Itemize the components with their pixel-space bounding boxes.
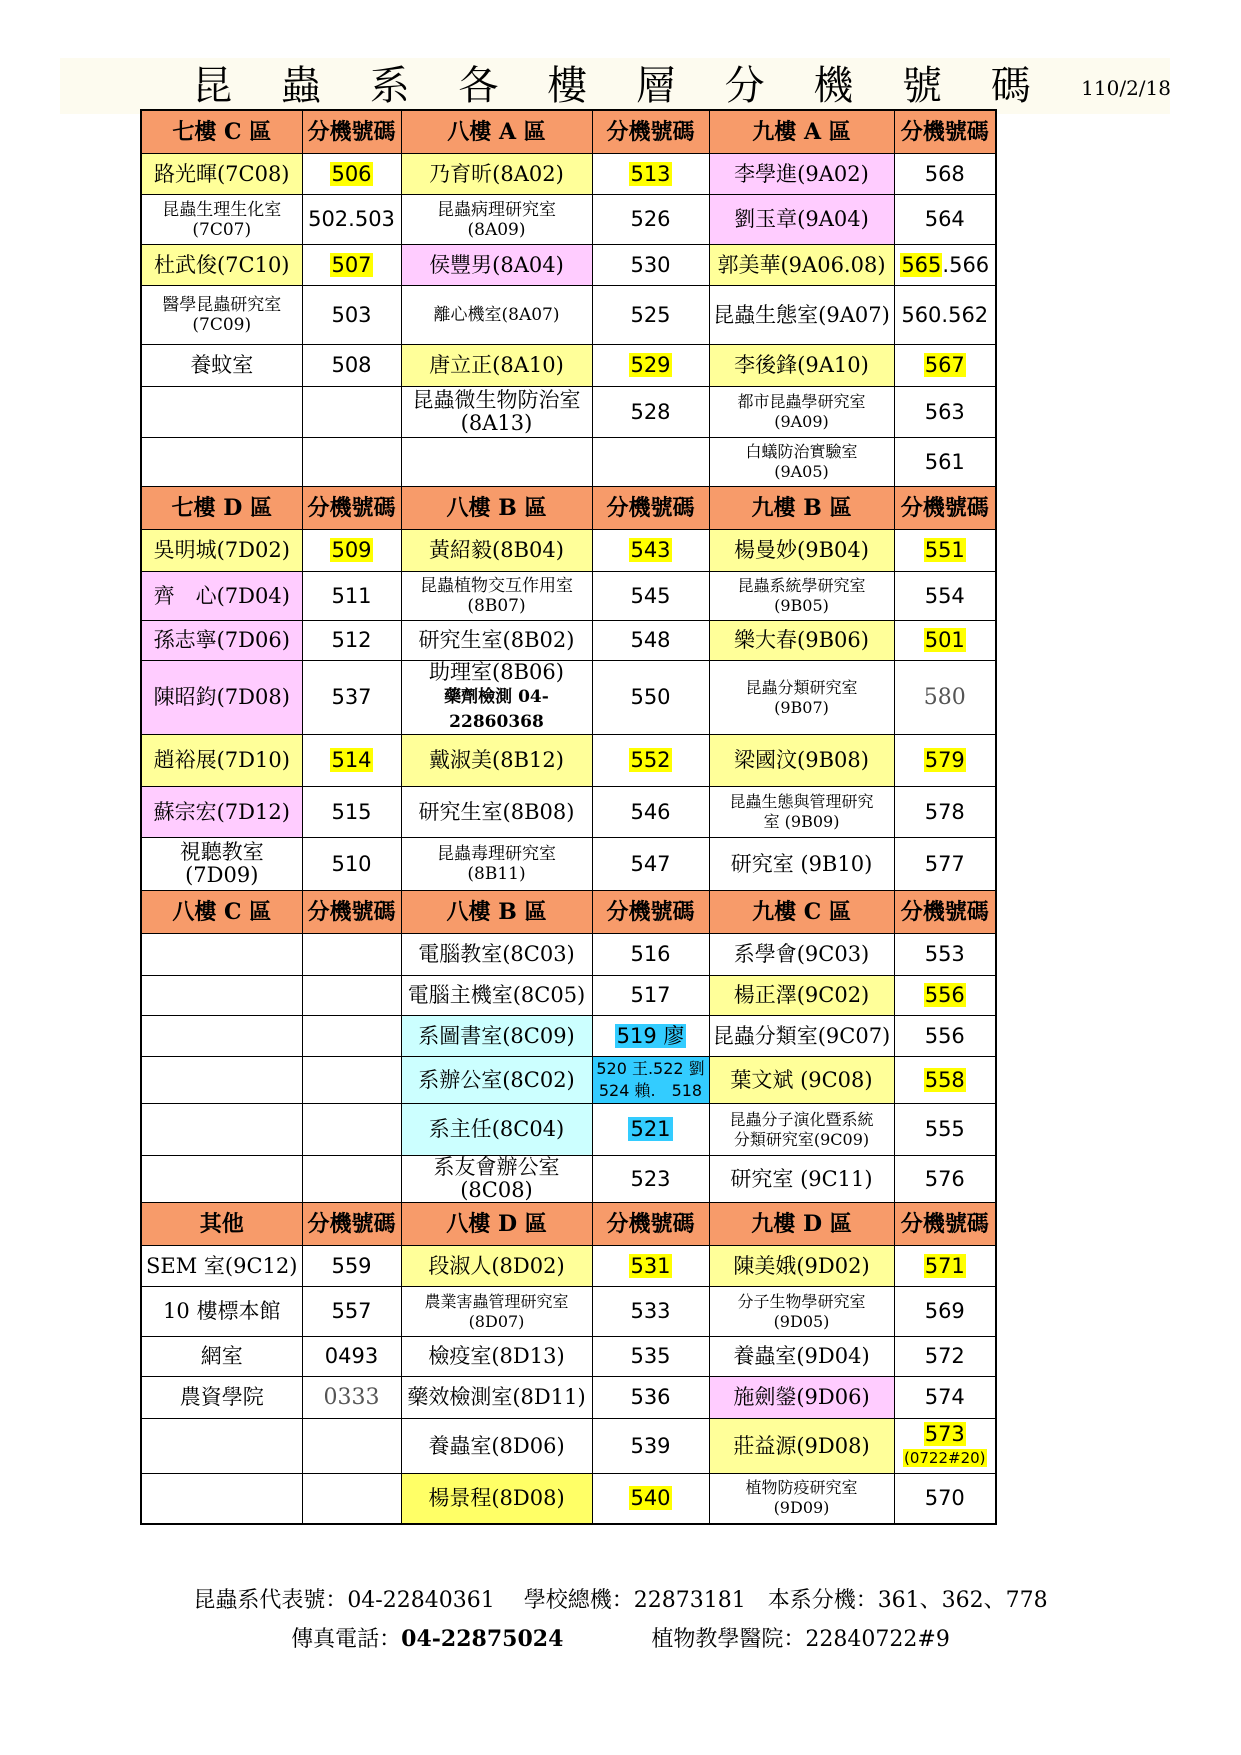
table-row bbox=[141, 787, 996, 838]
room-name: 電腦主機室(8C05) bbox=[401, 976, 592, 1016]
zone-header: 其他 bbox=[141, 1203, 302, 1246]
room-name: SEM 室(9C12) bbox=[141, 1246, 302, 1287]
extension bbox=[894, 976, 996, 1016]
room-name-line2: (8A09) bbox=[467, 219, 526, 240]
extension bbox=[592, 1104, 709, 1156]
room-name-line1: 昆蟲分類研究室 bbox=[745, 677, 858, 697]
extension bbox=[894, 735, 996, 787]
room-name: 黃紹毅(8B04) bbox=[401, 530, 592, 572]
room-name-line1: 都市昆蟲學研究室 bbox=[737, 392, 866, 411]
room-name-line1: 醫學昆蟲研究室 bbox=[162, 295, 282, 315]
extension-value-extra: .566 bbox=[942, 252, 990, 277]
extension bbox=[592, 735, 709, 787]
room-name: 路光暉(7C08) bbox=[141, 154, 302, 195]
extension-header: 分機號碼 bbox=[302, 1203, 401, 1246]
room-name bbox=[401, 387, 592, 438]
extension-value: 529 bbox=[630, 353, 671, 377]
room-name bbox=[709, 1474, 894, 1524]
empty-cell bbox=[302, 1474, 401, 1524]
room-name-line2: 分類研究室(9C09) bbox=[733, 1129, 870, 1149]
room-name-line2: (8A13) bbox=[460, 411, 533, 435]
table-row bbox=[141, 934, 996, 976]
room-name: 檢疫室(8D13) bbox=[401, 1337, 592, 1377]
extension-value: 557 bbox=[302, 1287, 401, 1337]
extension-value: 519 廖 bbox=[616, 1023, 685, 1048]
extension-value: 531 bbox=[630, 1253, 671, 1278]
empty-cell bbox=[302, 976, 401, 1016]
extension-header: 分機號碼 bbox=[894, 891, 996, 934]
room-name-line2: (8B11) bbox=[467, 864, 526, 884]
table-row bbox=[141, 1377, 996, 1419]
extension-value: 573 bbox=[924, 1422, 965, 1446]
fax-number: 04-22875024 bbox=[401, 1626, 564, 1652]
room-name: 莊益源(9D08) bbox=[709, 1419, 894, 1474]
extension-note: (0722#20) bbox=[903, 1449, 986, 1467]
extension bbox=[592, 345, 709, 387]
extension-value: 537 bbox=[302, 661, 401, 735]
footer-line2 bbox=[0, 1622, 1241, 1653]
section-header-row bbox=[141, 110, 996, 154]
room-name bbox=[141, 195, 302, 245]
extension-value: 545 bbox=[592, 572, 709, 621]
extension-header: 分機號碼 bbox=[302, 891, 401, 934]
empty-cell bbox=[141, 934, 302, 976]
extension-value: 569 bbox=[894, 1287, 996, 1337]
extension-value: 547 bbox=[592, 838, 709, 891]
extension-value: 555 bbox=[894, 1104, 996, 1156]
room-name bbox=[709, 387, 894, 438]
room-name: 侯豐男(8A04) bbox=[401, 245, 592, 286]
empty-cell bbox=[141, 1104, 302, 1156]
extension-value: 530 bbox=[592, 245, 709, 286]
extension-value: 503 bbox=[302, 286, 401, 345]
table-row bbox=[141, 661, 996, 735]
room-name: 蘇宗宏(7D12) bbox=[141, 787, 302, 838]
room-name-line1: 昆蟲分子演化暨系統 bbox=[729, 1109, 874, 1129]
zone-header: 八樓 A 區 bbox=[401, 110, 592, 154]
extension-header: 分機號碼 bbox=[894, 487, 996, 530]
room-name-line2: (7C07) bbox=[192, 219, 252, 240]
extension-value: 551 bbox=[924, 538, 965, 562]
extension-value: 513 bbox=[630, 161, 671, 186]
empty-cell bbox=[141, 1156, 302, 1203]
room-name bbox=[401, 1287, 592, 1337]
extension-header: 分機號碼 bbox=[302, 110, 401, 154]
extension-line2: 524 賴. 518 bbox=[598, 1081, 703, 1100]
table-row bbox=[141, 345, 996, 387]
room-name bbox=[709, 787, 894, 838]
empty-cell bbox=[141, 976, 302, 1016]
table-row bbox=[141, 1246, 996, 1287]
extension-value: 570 bbox=[894, 1474, 996, 1524]
room-name: 吳明城(7D02) bbox=[141, 530, 302, 572]
extension-header: 分機號碼 bbox=[592, 487, 709, 530]
table-row bbox=[141, 438, 996, 487]
room-name: 系辦公室(8C02) bbox=[401, 1057, 592, 1104]
footer-spacer bbox=[563, 1627, 651, 1652]
empty-cell bbox=[302, 1016, 401, 1057]
zone-header: 七樓 C 區 bbox=[141, 110, 302, 154]
extension bbox=[302, 154, 401, 195]
room-name-line2: 藥劑檢測 04-22860368 bbox=[444, 687, 549, 732]
extension-value: 517 bbox=[592, 976, 709, 1016]
extension-value: 506 bbox=[331, 161, 372, 186]
extension bbox=[592, 1474, 709, 1524]
room-name-line2: (7C09) bbox=[192, 315, 252, 335]
plant-hospital: 植物教學醫院：22840722#9 bbox=[651, 1627, 950, 1652]
room-name: 陳美娥(9D02) bbox=[709, 1246, 894, 1287]
room-name: 系主任(8C04) bbox=[401, 1104, 592, 1156]
room-name-line1: 昆蟲病理研究室 bbox=[437, 199, 556, 220]
room-name: 陳昭鈞(7D08) bbox=[141, 661, 302, 735]
extension-value: 548 bbox=[592, 621, 709, 661]
room-name-line2: (9A09) bbox=[774, 412, 829, 431]
room-name: 視聽教室(7D09) bbox=[141, 838, 302, 891]
extension-line1: 520 王.522 劉 bbox=[596, 1059, 705, 1078]
room-name: 李後鋒(9A10) bbox=[709, 345, 894, 387]
room-name bbox=[401, 838, 592, 891]
extension-value: 507 bbox=[331, 252, 372, 277]
room-name-line1: 昆蟲毒理研究室 bbox=[437, 844, 556, 864]
document-date: 110/2/18 bbox=[1081, 76, 1171, 100]
table-row bbox=[141, 1057, 996, 1104]
extension-value: 565 bbox=[901, 252, 942, 277]
extension-value: 521 bbox=[630, 1117, 671, 1141]
fax-label: 傳真電話： bbox=[291, 1627, 402, 1652]
zone-header: 七樓 D 區 bbox=[141, 487, 302, 530]
extension-value: 559 bbox=[302, 1246, 401, 1287]
empty-cell bbox=[141, 438, 302, 487]
extension-value: 577 bbox=[894, 838, 996, 891]
room-name-line2: (9D05) bbox=[773, 1311, 830, 1331]
extension-value: 509 bbox=[331, 538, 372, 562]
empty-cell bbox=[141, 1016, 302, 1057]
room-name-line2: (8B07) bbox=[467, 596, 526, 616]
table-row bbox=[141, 1156, 996, 1203]
room-name: 研究生室(8B08) bbox=[401, 787, 592, 838]
extension-value: 528 bbox=[592, 387, 709, 438]
table-row bbox=[141, 735, 996, 787]
zone-header: 九樓 A 區 bbox=[709, 110, 894, 154]
extension-value: 508 bbox=[302, 345, 401, 387]
table-row bbox=[141, 1337, 996, 1377]
extension-value: 554 bbox=[894, 572, 996, 621]
zone-header: 九樓 C 區 bbox=[709, 891, 894, 934]
zone-header: 八樓 B 區 bbox=[401, 487, 592, 530]
extension-value: 536 bbox=[592, 1377, 709, 1419]
room-name: 系友會辦公室(8C08) bbox=[401, 1156, 592, 1203]
room-name: 研究室 (9B10) bbox=[709, 838, 894, 891]
extension-multi bbox=[592, 1057, 709, 1104]
room-name: 施劍鎣(9D06) bbox=[709, 1377, 894, 1419]
room-name-line1: 助理室(8B06) bbox=[429, 660, 564, 684]
extension bbox=[592, 154, 709, 195]
extension-header: 分機號碼 bbox=[592, 891, 709, 934]
room-name bbox=[709, 438, 894, 487]
extension-value: 571 bbox=[924, 1253, 965, 1278]
room-name: 段淑人(8D02) bbox=[401, 1246, 592, 1287]
empty-cell bbox=[141, 1474, 302, 1524]
room-name-line1: 分子生物學研究室 bbox=[737, 1291, 866, 1311]
zone-header: 八樓 B 區 bbox=[401, 891, 592, 934]
extension bbox=[894, 621, 996, 661]
extension-value: 511 bbox=[302, 572, 401, 621]
extension-value: 552 bbox=[630, 748, 671, 772]
room-name bbox=[401, 661, 592, 735]
extension-value: 516 bbox=[592, 934, 709, 976]
table-row bbox=[141, 572, 996, 621]
extension-value: 564 bbox=[894, 195, 996, 245]
empty-cell bbox=[592, 438, 709, 487]
room-name: 養蟲室(9D04) bbox=[709, 1337, 894, 1377]
empty-cell bbox=[141, 1419, 302, 1474]
room-name: 杜武俊(7C10) bbox=[141, 245, 302, 286]
room-name bbox=[141, 286, 302, 345]
room-name: 電腦教室(8C03) bbox=[401, 934, 592, 976]
zone-header: 八樓 C 區 bbox=[141, 891, 302, 934]
room-name: 10 樓標本館 bbox=[141, 1287, 302, 1337]
extension-value: 502.503 bbox=[302, 195, 401, 245]
empty-cell bbox=[141, 1057, 302, 1104]
room-name bbox=[709, 572, 894, 621]
room-name-line2: (9B05) bbox=[774, 596, 829, 615]
room-name-line2: (9D09) bbox=[773, 1498, 830, 1518]
empty-cell bbox=[302, 1104, 401, 1156]
room-name-line1: 昆蟲系統學研究室 bbox=[737, 576, 866, 595]
room-name: 昆蟲分類室(9C07) bbox=[709, 1016, 894, 1057]
room-name bbox=[709, 1104, 894, 1156]
room-name: 系圖書室(8C09) bbox=[401, 1016, 592, 1057]
empty-cell bbox=[141, 387, 302, 438]
extension bbox=[592, 530, 709, 572]
table-row bbox=[141, 838, 996, 891]
room-name-line1: 昆蟲植物交互作用室 bbox=[420, 576, 573, 596]
extension-value: 578 bbox=[894, 787, 996, 838]
extension-header: 分機號碼 bbox=[592, 1203, 709, 1246]
room-name: 研究室 (9C11) bbox=[709, 1156, 894, 1203]
extension-value: 510 bbox=[302, 838, 401, 891]
room-name-line1: 白蟻防治實驗室 bbox=[745, 442, 858, 461]
extension-value: 574 bbox=[894, 1377, 996, 1419]
room-name: 楊曼妙(9B04) bbox=[709, 530, 894, 572]
empty-cell bbox=[302, 934, 401, 976]
extension-value: 0493 bbox=[302, 1337, 401, 1377]
table-row bbox=[141, 621, 996, 661]
extension-value: 539 bbox=[592, 1419, 709, 1474]
extension-value: 514 bbox=[331, 748, 372, 772]
room-name bbox=[401, 195, 592, 245]
section-header-row bbox=[141, 1203, 996, 1246]
table-row bbox=[141, 1016, 996, 1057]
room-name: 農資學院 bbox=[141, 1377, 302, 1419]
section-header-row bbox=[141, 487, 996, 530]
room-name: 戴淑美(8B12) bbox=[401, 735, 592, 787]
room-name: 楊正澤(9C02) bbox=[709, 976, 894, 1016]
room-name bbox=[709, 661, 894, 735]
table-row bbox=[141, 1474, 996, 1524]
room-name-line1: 農業害蟲管理研究室 bbox=[424, 1291, 569, 1311]
extension-value: 572 bbox=[894, 1337, 996, 1377]
extension-value: 546 bbox=[592, 787, 709, 838]
extension-value: 0333 bbox=[302, 1377, 401, 1419]
extension-value: 580 bbox=[894, 661, 996, 735]
room-name bbox=[709, 1287, 894, 1337]
table-row bbox=[141, 195, 996, 245]
room-name: 昆蟲生態室(9A07) bbox=[709, 286, 894, 345]
zone-header: 九樓 B 區 bbox=[709, 487, 894, 530]
room-name: 葉文斌 (9C08) bbox=[709, 1057, 894, 1104]
empty-cell bbox=[302, 387, 401, 438]
extension bbox=[592, 1016, 709, 1057]
room-name: 研究生室(8B02) bbox=[401, 621, 592, 661]
extension-value: 558 bbox=[924, 1067, 965, 1092]
room-name: 系學會(9C03) bbox=[709, 934, 894, 976]
extension-value: 556 bbox=[924, 983, 965, 1007]
table-row bbox=[141, 286, 996, 345]
extension-value: 501 bbox=[924, 628, 965, 652]
extension-value: 523 bbox=[592, 1156, 709, 1203]
extension-value: 579 bbox=[924, 748, 965, 772]
extension bbox=[894, 345, 996, 387]
extension-value: 526 bbox=[592, 195, 709, 245]
table-row bbox=[141, 1104, 996, 1156]
room-name-line2: (9A05) bbox=[774, 462, 829, 481]
table-row bbox=[141, 387, 996, 438]
extension-value: 515 bbox=[302, 787, 401, 838]
extension-value: 535 bbox=[592, 1337, 709, 1377]
extension-value: 540 bbox=[630, 1485, 671, 1510]
extension-value: 568 bbox=[894, 154, 996, 195]
extension-header: 分機號碼 bbox=[894, 110, 996, 154]
extension-value: 525 bbox=[592, 286, 709, 345]
room-name-line2: (9B07) bbox=[774, 697, 829, 717]
zone-header: 九樓 D 區 bbox=[709, 1203, 894, 1246]
room-name: 梁國汶(9B08) bbox=[709, 735, 894, 787]
room-name: 齊 心(7D04) bbox=[141, 572, 302, 621]
room-name: 網室 bbox=[141, 1337, 302, 1377]
extension-table bbox=[140, 109, 997, 1525]
room-name: 養蟲室(8D06) bbox=[401, 1419, 592, 1474]
room-name-line2: (8D07) bbox=[468, 1311, 525, 1331]
extension bbox=[894, 1057, 996, 1104]
room-name: 離心機室(8A07) bbox=[401, 286, 592, 345]
extension bbox=[894, 530, 996, 572]
extension-header: 分機號碼 bbox=[592, 110, 709, 154]
room-name-line1: 昆蟲生態與管理研究 bbox=[729, 792, 874, 811]
room-name: 楊景程(8D08) bbox=[401, 1474, 592, 1524]
extension bbox=[302, 245, 401, 286]
table-row bbox=[141, 976, 996, 1016]
footer-line1: 昆蟲系代表號：04-22840361 學校總機：22873181 本系分機：361、362、778 bbox=[193, 1588, 1048, 1613]
room-name-line1: 昆蟲微生物防治室 bbox=[412, 388, 581, 412]
extension-value: 561 bbox=[894, 438, 996, 487]
extension bbox=[302, 735, 401, 787]
empty-cell bbox=[302, 1057, 401, 1104]
room-name: 樂大春(9B06) bbox=[709, 621, 894, 661]
page-title: 昆 蟲 系 各 樓 層 分 機 號 碼 bbox=[192, 63, 1049, 109]
extension-value: 553 bbox=[894, 934, 996, 976]
room-name: 李學進(9A02) bbox=[709, 154, 894, 195]
table-row bbox=[141, 530, 996, 572]
room-name: 郭美華(9A06.08) bbox=[709, 245, 894, 286]
room-name: 孫志寧(7D06) bbox=[141, 621, 302, 661]
extension-value: 543 bbox=[630, 538, 671, 562]
extension-value: 533 bbox=[592, 1287, 709, 1337]
room-name: 乃育昕(8A02) bbox=[401, 154, 592, 195]
extension-value: 567 bbox=[924, 353, 965, 377]
extension bbox=[302, 530, 401, 572]
table-row bbox=[141, 1287, 996, 1337]
extension-value: 563 bbox=[894, 387, 996, 438]
room-name bbox=[401, 572, 592, 621]
section-header-row bbox=[141, 891, 996, 934]
extension bbox=[894, 1419, 996, 1474]
extension-value: 560.562 bbox=[894, 286, 996, 345]
room-name-line2: 室 (9B09) bbox=[763, 812, 840, 831]
room-name: 藥效檢測室(8D11) bbox=[401, 1377, 592, 1419]
room-name-line1: 昆蟲生理生化室 bbox=[162, 199, 282, 220]
room-name: 養蚊室 bbox=[141, 345, 302, 387]
empty-cell bbox=[401, 438, 592, 487]
table-row bbox=[141, 1419, 996, 1474]
extension-header: 分機號碼 bbox=[302, 487, 401, 530]
room-name: 劉玉章(9A04) bbox=[709, 195, 894, 245]
extension-header: 分機號碼 bbox=[894, 1203, 996, 1246]
extension bbox=[894, 1246, 996, 1287]
room-name-line1: 植物防疫研究室 bbox=[745, 1478, 858, 1498]
empty-cell bbox=[302, 438, 401, 487]
extension-value: 550 bbox=[592, 661, 709, 735]
room-name: 唐立正(8A10) bbox=[401, 345, 592, 387]
extension-value: 512 bbox=[302, 621, 401, 661]
zone-header: 八樓 D 區 bbox=[401, 1203, 592, 1246]
extension bbox=[894, 245, 996, 286]
empty-cell bbox=[302, 1156, 401, 1203]
room-name: 趙裕展(7D10) bbox=[141, 735, 302, 787]
extension-value: 576 bbox=[894, 1156, 996, 1203]
extension-value: 556 bbox=[894, 1016, 996, 1057]
empty-cell bbox=[302, 1419, 401, 1474]
extension bbox=[592, 1246, 709, 1287]
table-row bbox=[141, 154, 996, 195]
table-row bbox=[141, 245, 996, 286]
